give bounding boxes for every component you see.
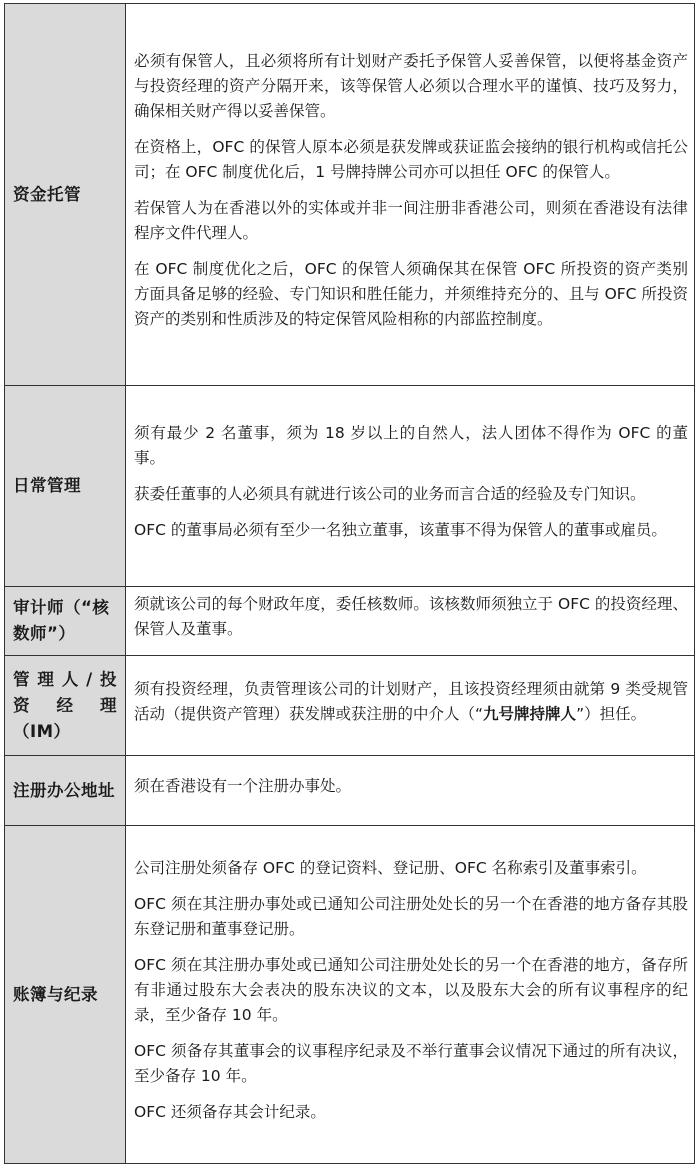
table-row-daily-management [5, 386, 695, 587]
row-label-registered-office: 注册办公地址 [5, 756, 126, 826]
records-paragraph-5: OFC 还须备存其会计纪录。 [134, 1103, 326, 1121]
custody-paragraph-3: 若保管人为在香港以外的实体或并非一间注册非香港公司，则须在香港设有法律程序文件代理人。 [134, 199, 688, 242]
table-row-books-records [5, 826, 695, 1164]
row-content-custody [126, 4, 695, 386]
row-label-daily-management: 日常管理 [5, 386, 126, 587]
auditor-paragraph-1: 须就该公司的每个财政年度，委任核数师。该核数师须独立于 OFC 的投资经理、保管人及董事。 [134, 595, 688, 638]
row-label-custody: 资金托管 [5, 4, 126, 386]
custody-paragraph-1: 必须有保管人，且必须将所有计划财产委托予保管人妥善保管，以便将基金资产与投资经理的资产分隔开来，该等保管人必须以合理水平的谨慎、技巧及努力，确保相关财产得以妥善保管。 [134, 52, 688, 120]
im-label-line-2: 资 经 理 [13, 695, 117, 715]
custody-paragraph-2: 在资格上，OFC 的保管人原本必须是获发牌或获证监会接纳的银行机构或信托公司；在 OFC 制度优化后，1 号牌持牌公司亦可以担任 OFC 的保管人。 [134, 138, 688, 181]
management-paragraph-1: 须有最少 2 名董事，须为 18 岁以上的自然人，法人团体不得作为 OFC 的董事。 [134, 424, 688, 467]
table-row-custody [5, 4, 695, 386]
im-paragraph-bold-term: 九号牌持牌人 [483, 704, 577, 723]
im-label-line-1: 管理人/投 [13, 669, 117, 689]
table-row-investment-manager [5, 656, 695, 756]
im-label-line-3: （IM） [13, 721, 71, 741]
im-paragraph-text-after: ”）担任。 [576, 704, 647, 723]
row-label-books-records: 账簿与纪录 [5, 826, 126, 1164]
records-paragraph-2: OFC 须在其注册办事处或已通知公司注册处处长的另一个在香港的地方备存其股东登记册和董事登记册。 [134, 895, 688, 938]
row-content-registered-office [126, 756, 695, 826]
row-content-books-records [126, 826, 695, 1164]
row-content-investment-manager [126, 656, 695, 756]
row-label-auditor: 审计师（“核数师”） [5, 587, 126, 656]
table-row-registered-office [5, 756, 695, 826]
records-paragraph-1: 公司注册处须备存 OFC 的登记资料、登记册、OFC 名称索引及董事索引。 [134, 859, 647, 877]
table-row-auditor [5, 587, 695, 656]
row-content-daily-management [126, 386, 695, 587]
ofc-requirements-table [4, 3, 695, 1164]
im-paragraph-1 [134, 677, 688, 727]
row-label-investment-manager [5, 656, 126, 756]
management-paragraph-3: OFC 的董事局必须有至少一名独立董事，该董事不得为保管人的董事或雇员。 [134, 521, 667, 539]
records-paragraph-4: OFC 须备存其董事会的议事程序纪录及不举行董事会议情况下通过的所有决议，至少备存 10 年。 [134, 1042, 688, 1085]
im-paragraph-text-before: 须有投资经理，负责管理该公司的计划财产，且该投资经理须由就第 9 类受规管活动（提供资产管理）获发牌或获注册的中介人（“ [134, 679, 688, 723]
custody-paragraph-4: 在 OFC 制度优化之后，OFC 的保管人须确保其在保管 OFC 所投资的资产类别方面具备足够的经验、专门知识和胜任能力，并须维持充分的、且与 OFC 所投资资产的类别和性质涉及的特定保管风险相称的内部监控制度。 [134, 260, 688, 328]
row-content-auditor [126, 587, 695, 656]
management-paragraph-2: 获委任董事的人必须具有就进行该公司的业务而言合适的经验及专门知识。 [134, 485, 646, 503]
records-paragraph-3: OFC 须在其注册办事处或已通知公司注册处处长的另一个在香港的地方，备存所有非通过股东大会表决的股东决议的文本，以及股东大会的所有议事程序的纪录，至少备存 10 年。 [134, 956, 688, 1024]
office-paragraph-1: 须在香港设有一个注册办事处。 [134, 777, 352, 795]
